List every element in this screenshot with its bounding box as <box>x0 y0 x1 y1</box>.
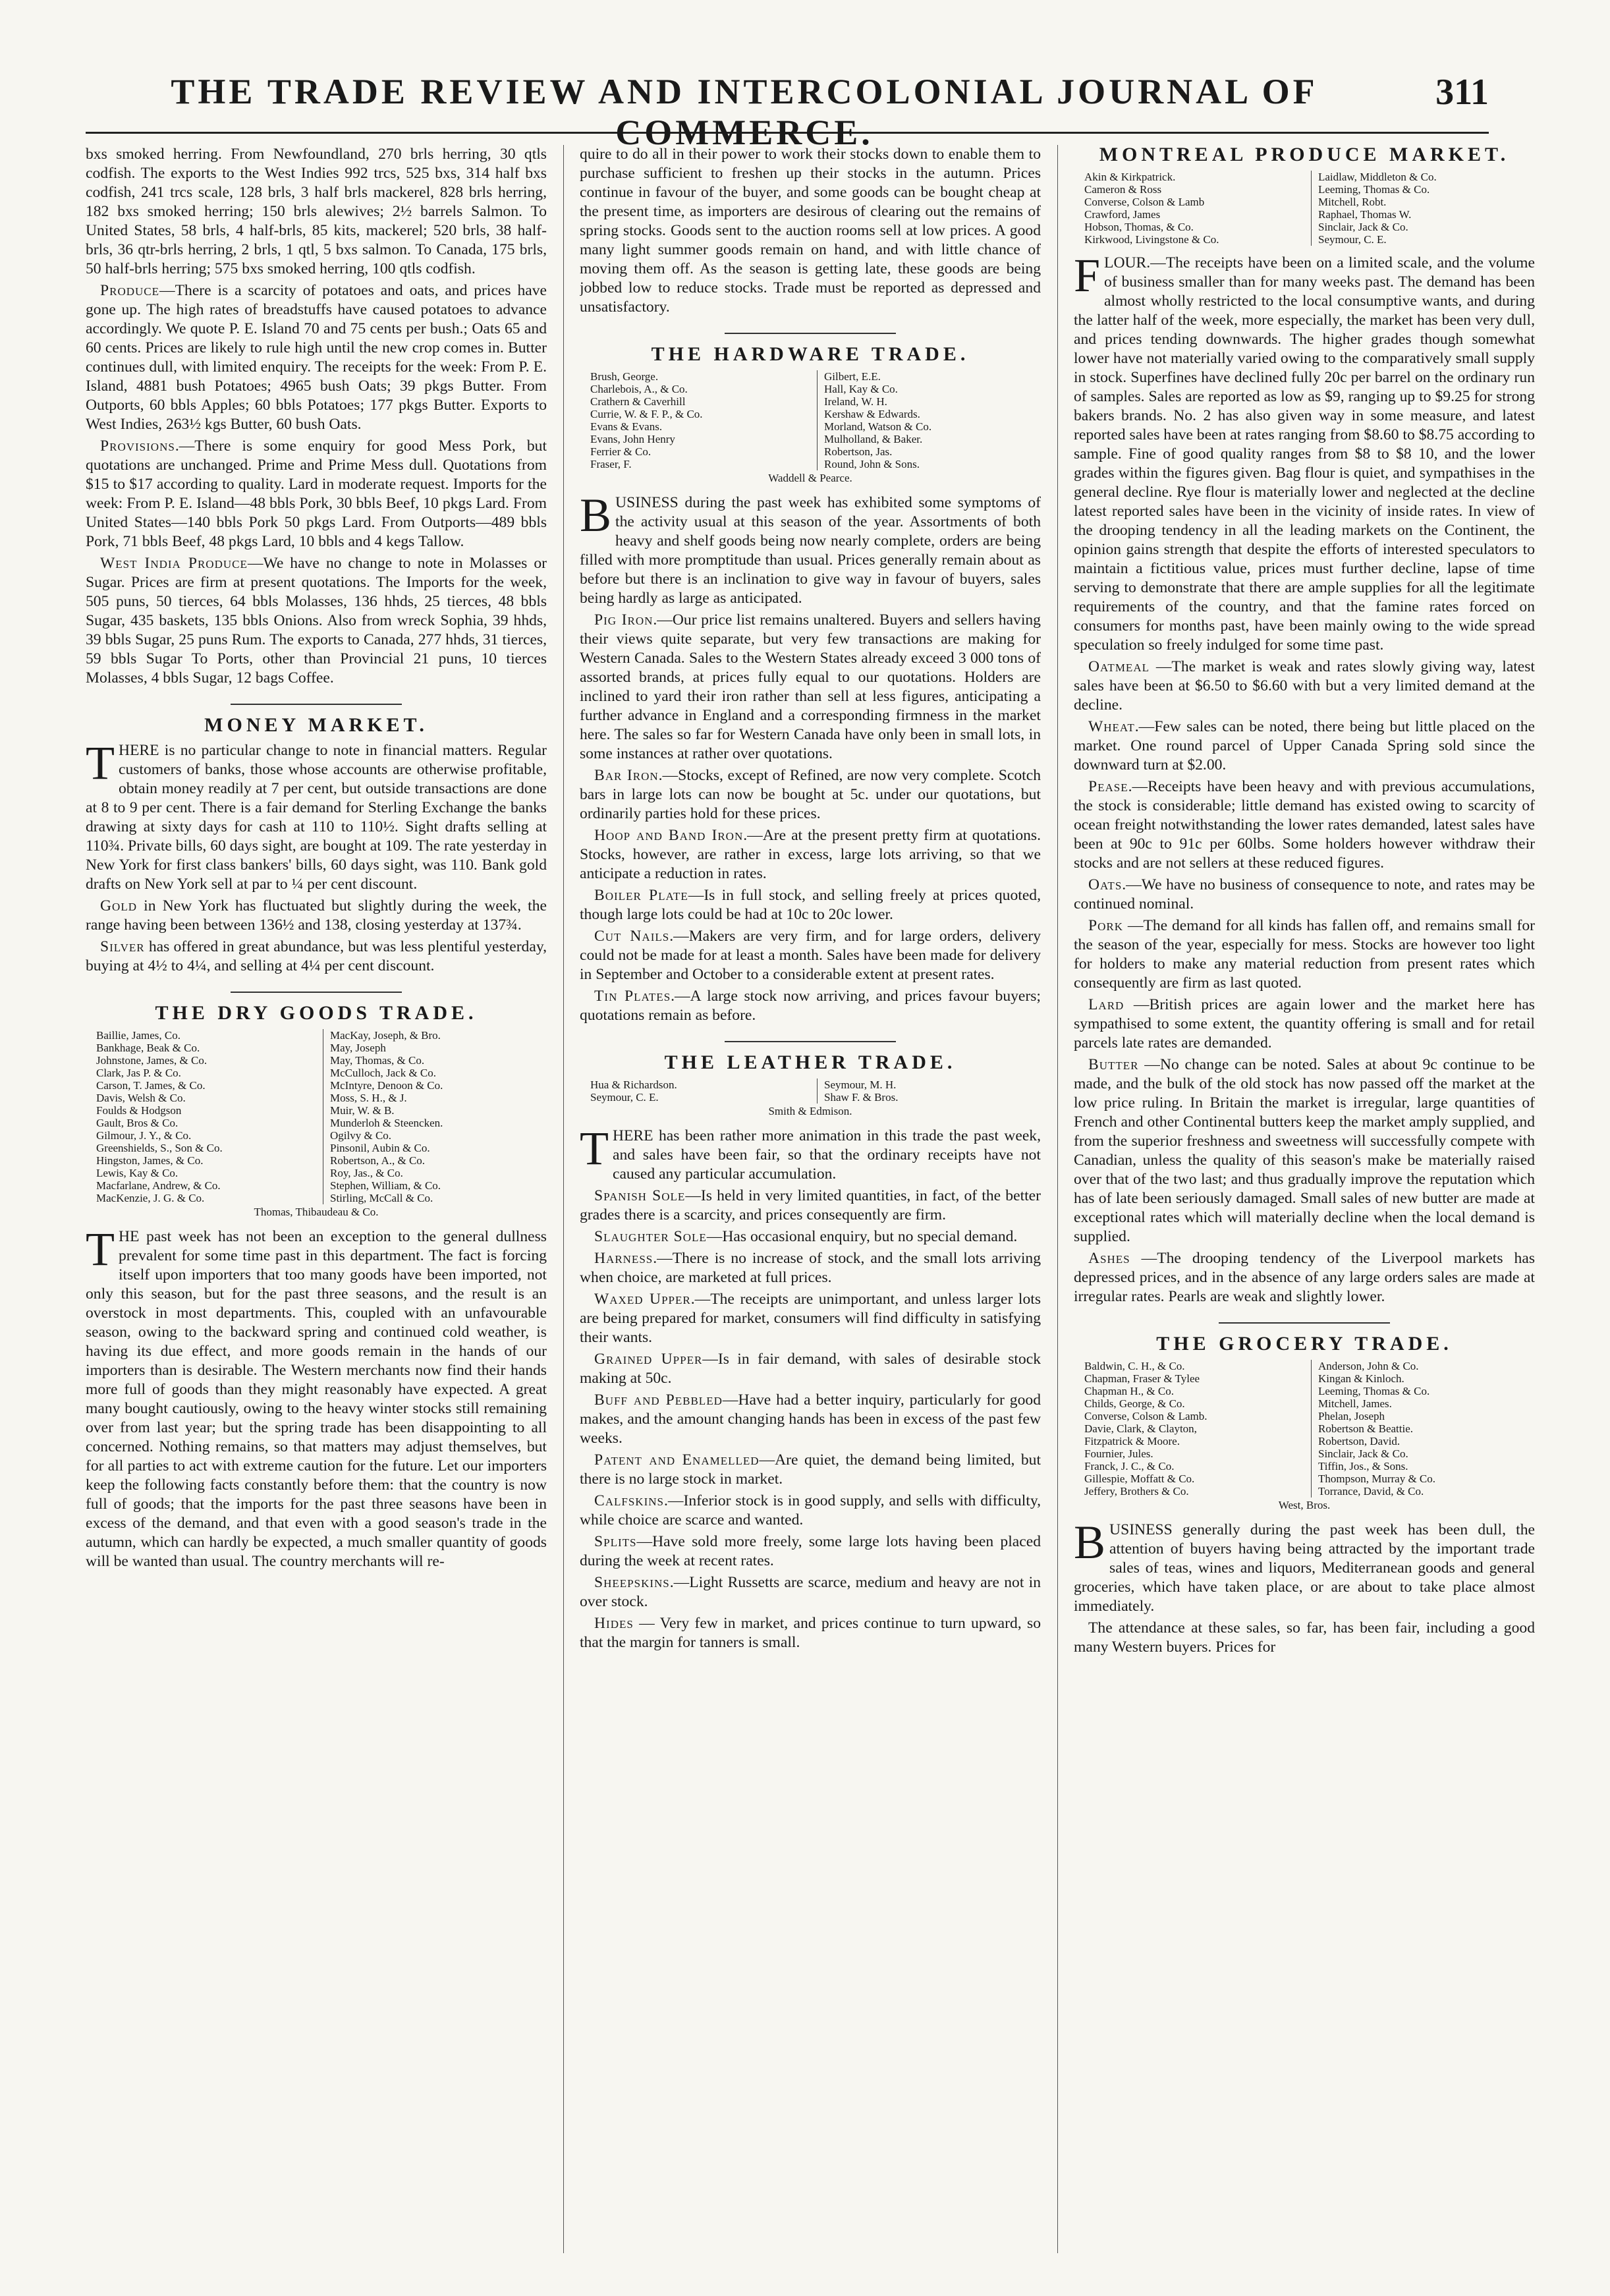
hoop-iron-head: Hoop and Band Iron <box>594 827 744 844</box>
firm-name: Seymour, C. E. <box>590 1091 659 1104</box>
firm-name: Pinsonil, Aubin & Co. <box>323 1142 536 1154</box>
provisions-head: Provisions <box>100 437 175 455</box>
section-rule <box>231 704 402 705</box>
firm-name: Smith & Edmison. <box>768 1105 852 1117</box>
harness-head: Harness <box>594 1250 653 1267</box>
west-india-head: West India Produce <box>100 555 248 572</box>
firm-name: Baldwin, C. H., & Co. <box>1084 1360 1185 1372</box>
calfskins-head: Calfskins <box>594 1492 664 1509</box>
drop-cap: B <box>580 489 612 542</box>
firm-name: Evans, John Henry <box>590 433 675 445</box>
firm-name: Seymour, M. H. <box>817 1078 1030 1091</box>
butter-paragraph: Butter —No change can be noted. Sales at about 9c continue to be made, and the bulk of the old stock has now passed off the market at the low price ruling. In Britain the market is irregular, large quantities of French and other Continental butters keep the market amply supplied, and from the superior freshness and sweetness will successfully compete with Canadian, unless the quality of this season's make be materially raised over that of the two last; and thus gradually improve the reputation which has of late been seriously damaged. Small sales of new butter are made at exceptional rates which will materially decline when the local demand is supplied. <box>1074 1056 1535 1245</box>
firm-name: Morland, Watson & Co. <box>817 420 1030 433</box>
firm-name: Shaw F. & Bros. <box>817 1091 1030 1104</box>
grocery-firms <box>1084 1360 1524 1498</box>
gold-head: Gold <box>100 897 137 914</box>
pork-head: Pork <box>1088 917 1124 934</box>
firm-name: MacKenzie, J. G. & Co. <box>96 1192 205 1204</box>
drop-cap: B <box>1074 1516 1106 1569</box>
firm-name: Leeming, Thomas & Co. <box>1311 183 1524 196</box>
firm-name: Clark, Jas P. & Co. <box>96 1067 181 1079</box>
bar-iron-paragraph: Bar Iron.—Stocks, except of Refined, are now very complete. Scotch bars in large lots can now be bought at 5c. under our quotations, but ordinarily parties hold for these prices. <box>580 767 1041 822</box>
drop-cap: T <box>86 1223 115 1275</box>
firm-name: Robertson, David. <box>1311 1435 1524 1447</box>
buff-pebbled-head: Buff and Pebbled <box>594 1391 723 1409</box>
firm-name: Stephen, William, & Co. <box>323 1179 536 1192</box>
firm-name: Lewis, Kay & Co. <box>96 1167 179 1179</box>
firm-name: Chapman, Fraser & Tylee <box>1084 1372 1200 1385</box>
grocery-heading: THE GROCERY TRADE. <box>1156 1333 1453 1355</box>
section-rule <box>725 333 896 334</box>
boiler-plate-head: Boiler Plate <box>594 887 688 904</box>
slaughter-sole-paragraph: Slaughter Sole—Has occasional enquiry, but no special demand. <box>594 1228 1018 1245</box>
column-divider <box>1057 145 1058 2253</box>
oats-head: Oats <box>1088 876 1123 893</box>
hides-head: Hides <box>594 1615 634 1632</box>
leather-heading: THE LEATHER TRADE. <box>664 1051 957 1073</box>
hardware-paragraph: BUSINESS during the past week has exhibited some symptoms of the activity usual at this season of the year. Assortments of both heavy and shelf goods being now nearly complete, orders are being filled with more promptitude than usual. Prices generally remain about as before but there is an inclination to give way in favour of buyers, sales being hardly as large as anticipated. <box>580 489 1041 607</box>
firm-name: Laidlaw, Middleton & Co. <box>1311 171 1524 183</box>
firm-name: Mitchell, Robt. <box>1311 196 1524 208</box>
firm-name: Anderson, John & Co. <box>1311 1360 1524 1372</box>
firm-name: Robertson, A., & Co. <box>323 1154 536 1167</box>
wheat-paragraph: Wheat.—Few sales can be noted, there being but little placed on the market. One round parcel of Upper Canada Spring sold since the downward turn at $2.00. <box>1074 718 1535 773</box>
firm-name: Mulholland, & Baker. <box>817 433 1030 445</box>
harness-paragraph: Harness.—There is no increase of stock, and the small lots arriving when choice, are marketed at full prices. <box>580 1250 1041 1286</box>
dry-goods-firms <box>96 1029 536 1204</box>
firm-name: Munderloh & Steencken. <box>323 1117 536 1129</box>
drop-cap: T <box>580 1122 609 1175</box>
calfskins-paragraph: Calfskins.—Inferior stock is in good supply, and sells with difficulty, while choice are scarce and wanted. <box>580 1492 1041 1528</box>
firm-name: May, Joseph <box>323 1042 536 1054</box>
oats-paragraph: Oats.—We have no business of consequence to note, and rates may be continued nominal. <box>1074 876 1535 912</box>
firm-name: West, Bros. <box>1278 1499 1331 1511</box>
firm-name: Waddell & Pearce. <box>768 472 852 484</box>
firm-name: Muir, W. & B. <box>323 1104 536 1117</box>
firm-name: MacKay, Joseph, & Bro. <box>323 1029 536 1042</box>
hardware-heading: THE HARDWARE TRADE. <box>651 343 970 365</box>
column-middle <box>580 145 1041 2253</box>
pig-iron-paragraph: Pig Iron.—Our price list remains unaltered. Buyers and sellers having their views quite separate, but very few transactions are making for Western Canada. Sales to the Western States already exceed 3 000 tons of assorted brands, at prices fully equal to our quotations. Holders are inclined to yard their iron rather than sell at less figures, anticipating a further advance in England and a corresponding firmness in the market here. The sales so far for Western Canada have only been in small lots, in some instances at rather over quotations. <box>580 611 1041 762</box>
gold-paragraph: Gold in New York has fluctuated but slightly during the week, the range having been between 136½ and 138, closing yesterday at 137¾. <box>86 897 547 934</box>
money-market-heading: MONEY MARKET. <box>204 714 428 736</box>
lard-paragraph: Lard —British prices are again lower and the market here has sympathised to some extent, the quantity offering is small and for retail parcels late rates are demanded. <box>1074 996 1535 1051</box>
slaughter-sole-head: Slaughter Sole <box>594 1228 707 1245</box>
montreal-produce-heading: MONTREAL PRODUCE MARKET. <box>1099 145 1510 165</box>
hides-paragraph: Hides — Very few in market, and prices continue to turn upward, so that the margin for tanners is small. <box>580 1615 1041 1651</box>
ashes-paragraph: Ashes —The drooping tendency of the Liverpool markets has depressed prices, and in the absence of any large orders sales are made at irregular rates. Pearls are weak and slightly lower. <box>1074 1250 1535 1305</box>
dry-goods-paragraph: THE past week has not been an exception to the general dullness prevalent for some time past in this department. The fact is forcing itself upon importers that too many goods have been imported, not only this season, but for the past three seasons, and the result is an overstock in most departments. This, coupled with an unfavourable season, owing to the backward spring and continued cold weather, is having its due effect, and more goods remain in the hands of our importers than is desirable. The Western merchants now find their hands more full of goods than they might reasonably have expected. A great many bought cautiously, owing to the heavy winter stocks still remaining over from last year; but the spring trade has been disappointing to all concerned. Nothing remains, so that matters may adjust themselves, but for all parties to act with extreme caution for the future. Let our importers keep the following facts constantly before them: that the country is now full of goods; that the imports for the past three seasons have been in excess of the demand, and that even with a good season's trade in the autumn, which can hardly be expected, a much smaller quantity of goods will be wanted than usual. The country merchants will re- <box>86 1223 547 1570</box>
firm-name: Hobson, Thomas, & Co. <box>1084 221 1194 233</box>
dry-goods-continued: quire to do all in their power to work their stocks down to enable them to purchase sufficient to freshen up their stocks in the autumn. Prices continue in favour of the buyer, and some goods can be bought cheap at the present time, as importers are desirous of clearing out the remains of spring stocks. Goods sent to the auction rooms sell at low prices. A good many light summer goods remain on hand, and with little chance of moving them off. As the season is getting late, these goods are being jobbed low to reduce stocks. Trade must be reported as depressed and unsatisfactory. <box>580 146 1041 316</box>
column-divider <box>563 145 564 2253</box>
flour-paragraph: FLOUR.—The receipts have been on a limited scale, and the volume of business smaller than for many weeks past. The demand has been almost wholly restricted to the local consumptive wants, and during the latter half of the week, more especially, the market has been very dull, and prices tending downwards. The higher grades though somewhat lower have not materially varied owing to the comparatively small supply in stock. Superfines have declined fully 20c per barrel on the ordinary run of samples. Sales are reported as low as $9, ranging up to $9.25 for strong bakers brands. No. 2 has also given way in some measure, and latest reported sales have been at rates ranging from $8.60 to $8.75 according to sample. Fine of good quality ranges from $8 to $8 10, and the lower grades within the figures given. Bag flour is quiet, and sympathises in the general decline. Rye flour is materially lower and neglected at the decline latest reported sales have been in the vicinity of inside rates. In view of the drooping tendency in all the leading markets on the Continent, the opinion gains strength that despite the efforts of interested speculators to maintain a fictitious value, prices must further decline, lapse of time serving to demonstrate that there are ample supplies for all the legitimate requirements of the country, and that the famine rates forced on consumers for months past, have been mainly owing to the wide spread speculation so freely indulged for some time past. <box>1074 249 1535 654</box>
lard-head: Lard <box>1088 996 1124 1013</box>
splits-head: Splits <box>594 1533 637 1550</box>
oatmeal-head: Oatmeal <box>1088 658 1150 675</box>
firm-name: Bankhage, Beak & Co. <box>96 1042 200 1054</box>
firm-name: Baillie, James, Co. <box>96 1029 180 1042</box>
waxed-upper-paragraph: Waxed Upper.—The receipts are unimportant, and unless larger lots are being prepared for market, consumers will find difficulty in satisfying their wants. <box>580 1291 1041 1346</box>
firm-name: Converse, Colson & Lamb <box>1084 196 1205 208</box>
patent-head: Patent and Enamelled <box>594 1451 760 1469</box>
firm-name: Raphael, Thomas W. <box>1311 208 1524 221</box>
firm-name: Round, John & Sons. <box>817 458 1030 470</box>
column-left <box>86 145 547 2253</box>
firm-name: Tiffin, Jos., & Sons. <box>1311 1460 1524 1472</box>
firm-name: Evans & Evans. <box>590 420 663 433</box>
firm-name: Robertson, Jas. <box>817 445 1030 458</box>
pork-paragraph: Pork —The demand for all kinds has fallen off, and remains small for the season of the year, especially for mess. Stocks are however too light for holders to make any material reduction from present rates which consequently are firm as last quoted. <box>1074 917 1535 992</box>
firm-name: Torrance, David, & Co. <box>1311 1485 1524 1498</box>
wheat-head: Wheat <box>1088 718 1135 735</box>
firm-name: Crawford, James <box>1084 208 1161 221</box>
firm-name: Fournier, Jules. <box>1084 1447 1153 1460</box>
firm-name: Ferrier & Co. <box>590 445 652 458</box>
firm-name: Stirling, McCall & Co. <box>323 1192 536 1204</box>
firm-name: Johnstone, James, & Co. <box>96 1054 208 1067</box>
firm-name: Hall, Kay & Co. <box>817 383 1030 395</box>
firm-name: Davie, Clark, & Clayton, <box>1084 1422 1197 1435</box>
journal-title: THE TRADE REVIEW AND INTERCOLONIAL JOURNAL OF COMMERCE. <box>171 72 1318 152</box>
pease-paragraph: Pease.—Receipts have been heavy and with previous accumulations, the stock is considerable; little demand has existed owing to scarcity of ocean freight notwithstanding the lower rates demanded, latest sales have been at 90c to 91c per 60lbs. Some holders however withdraw their stocks and are not sellers at these reduced figures. <box>1074 778 1535 872</box>
oatmeal-paragraph: Oatmeal —The market is weak and rates slowly giving way, latest sales have been at $6.50 to $6.60 with but a very limited demand at the decline. <box>1074 658 1535 714</box>
firm-name: Jeffery, Brothers & Co. <box>1084 1485 1189 1498</box>
tin-plates-paragraph: Tin Plates.—A large stock now arriving, and prices favour buyers; quotations remain as before. <box>580 988 1041 1024</box>
page-header <box>86 66 1489 152</box>
sheepskins-head: Sheepskins <box>594 1574 670 1591</box>
firm-name: Kingan & Kinloch. <box>1311 1372 1524 1385</box>
west-india-paragraph: West India Produce—We have no change to note in Molasses or Sugar. Prices are firm at present quotations. The Imports for the week, 505 puns, 50 tierces, 64 bbls Molasses, 136 hhds, 25 tierces, 48 bbls Sugar, 435 baskets, 135 bbls Onions. Also from wreck Sophia, 39 hhds, 39 bbls Sugar, 25 puns Rum. The exports to Canada, 277 hhds, 31 tierces, 59 bbls Sugar To Ports, other than Provincial 21 puns, 10 tierces Molasses, 4 bbls Sugar, 12 bags Coffee. <box>86 555 547 686</box>
provisions-paragraph: Provisions.—There is some enquiry for good Mess Pork, but quotations are unchanged. Prime and Prime Mess dull. Quotations from $15 to $17 according to quality. Lard in moderate request. Imports for the week: From P. E. Island—48 bbls Pork, 30 bbls Beef, 10 pkgs Lard. From United States—140 bbls Pork 50 pkgs Lard. From Outports—489 bbls Pork, 71 bbls Beef, 48 pkgs Lard, 10 bbls and 4 kegs Tallow. <box>86 437 547 550</box>
firm-name: Charlebois, A., & Co. <box>590 383 688 395</box>
firm-name: Kirkwood, Livingstone & Co. <box>1084 233 1219 246</box>
firm-name: Crathern & Caverhill <box>590 395 686 408</box>
grocery-paragraph-2: The attendance at these sales, so far, has been fair, including a good many Western buyers. Prices for <box>1074 1619 1535 1656</box>
firm-name: Moss, S. H., & J. <box>323 1092 536 1104</box>
firm-name: Sinclair, Jack & Co. <box>1311 221 1524 233</box>
grained-upper-paragraph: Grained Upper—Is in fair demand, with sales of desirable stock making at 50c. <box>580 1351 1041 1387</box>
pease-head: Pease <box>1088 778 1128 795</box>
firm-name: Foulds & Hodgson <box>96 1104 182 1117</box>
page-number: 311 <box>1435 72 1489 113</box>
silver-paragraph: Silver has offered in great abundance, but was less plentiful yesterday, buying at 4½ to 4¼, and selling at 4¼ per cent discount. <box>86 938 547 974</box>
hardware-firms <box>590 370 1030 470</box>
firm-name: Cameron & Ross <box>1084 183 1162 196</box>
firm-name: Gillespie, Moffatt & Co. <box>1084 1472 1195 1485</box>
grocery-paragraph: BUSINESS generally during the past week has been dull, the attention of buyers having being attracted by the important trade sales of teas, wines and liquors, Mediterranean goods and general groceries, which have taken place, or are about to take place almost immediately. <box>1074 1516 1535 1615</box>
grained-upper-head: Grained Upper <box>594 1351 703 1368</box>
leather-firms <box>590 1078 1030 1104</box>
firm-name: Franck, J. C., & Co. <box>1084 1460 1175 1472</box>
firm-name: May, Thomas, & Co. <box>323 1054 536 1067</box>
firm-name: McIntyre, Denoon & Co. <box>323 1079 536 1092</box>
tin-plates-head: Tin Plates <box>594 988 671 1005</box>
buff-pebbled-paragraph: Buff and Pebbled—Have had a better inquiry, particularly for good makes, and the amount changing hands has been in excess of the past few weeks. <box>580 1391 1041 1447</box>
splits-paragraph: Splits—Have sold more freely, some large lots having been placed during the week at recent rates. <box>580 1533 1041 1569</box>
dry-goods-heading: THE DRY GOODS TRADE. <box>155 1002 478 1024</box>
silver-head: Silver <box>100 938 145 955</box>
firm-name: Hingston, James, & Co. <box>96 1154 204 1167</box>
section-rule <box>231 992 402 993</box>
ashes-head: Ashes <box>1088 1250 1130 1267</box>
firm-name: Sinclair, Jack & Co. <box>1311 1447 1524 1460</box>
produce-firms <box>1084 171 1524 246</box>
column-right <box>1074 145 1535 2253</box>
firm-name: Carson, T. James, & Co. <box>96 1079 206 1092</box>
firm-name: Greenshields, S., Son & Co. <box>96 1142 223 1154</box>
firm-name: Hua & Richardson. <box>590 1078 677 1091</box>
butter-head: Butter <box>1088 1056 1139 1073</box>
firm-name: Currie, W. & F. P., & Co. <box>590 408 703 420</box>
firm-name: Converse, Colson & Lamb. <box>1084 1410 1208 1422</box>
firm-name: Phelan, Joseph <box>1311 1410 1524 1422</box>
firm-name: Ogilvy & Co. <box>323 1129 536 1142</box>
hoop-iron-paragraph: Hoop and Band Iron.—Are at the present pretty firm at quotations. Stocks, however, are rather in excess, large lots arriving, so that we anticipate a reduction in rates. <box>580 827 1041 882</box>
patent-paragraph: Patent and Enamelled—Are quiet, the demand being limited, but there is no large stock in market. <box>580 1451 1041 1488</box>
firm-name: Seymour, C. E. <box>1311 233 1524 246</box>
section-rule <box>725 1041 896 1042</box>
drop-cap: F <box>1074 249 1101 302</box>
firm-name: Chapman H., & Co. <box>1084 1385 1174 1397</box>
fish-report: bxs smoked herring. From Newfoundland, 270 brls herring, 30 qtls codfish. The exports to the West Indies 992 trcs, 525 bxs, 314 half bxs codfish, 241 trcs scale, 128 brls, 3 half brls mackerel, 828 brls herring, 182 bxs smoked herring; 150 brls alewives; 2½ barrels Salmon. To United States, 58 brls, 4 half-brls, 85 kits, mackerel; 520 brls, 38 half-brls, 36 qtr-brls herring, 2 brls, 1 qtl, 5 bxs salmon. To Canada, 175 brls, 50 half-brls herring; 575 bxs smoked herring, 100 qtls codfish. <box>86 146 547 277</box>
produce-head: Produce <box>100 282 160 299</box>
firm-name: Gilmour, J. Y., & Co. <box>96 1129 192 1142</box>
firm-name: Davis, Welsh & Co. <box>96 1092 186 1104</box>
firm-name: Thomas, Thibaudeau & Co. <box>254 1206 379 1218</box>
firm-name: Roy, Jas., & Co. <box>323 1167 536 1179</box>
firm-name: Kershaw & Edwards. <box>817 408 1030 420</box>
drop-cap: T <box>86 737 115 789</box>
spanish-sole-head: Spanish Sole <box>594 1187 686 1204</box>
firm-name: Gault, Bros & Co. <box>96 1117 179 1129</box>
firm-name: Robertson & Beattie. <box>1311 1422 1524 1435</box>
pig-iron-head: Pig Iron <box>594 611 653 629</box>
firm-name: Brush, George. <box>590 370 659 383</box>
sheepskins-paragraph: Sheepskins.—Light Russetts are scarce, medium and heavy are not in over stock. <box>580 1574 1041 1610</box>
firm-name: Thompson, Murray & Co. <box>1311 1472 1524 1485</box>
money-paragraph: THERE is no particular change to note in financial matters. Regular customers of banks, those whose accounts are otherwise profitable, obtain money readily at 7 per cent, but outside transactions are done at 8 to 9 per cent. There is a fair demand for Sterling Exchange the banks drawing at sixty days for cash at 110 to 110½. Sight drafts selling at 110¾. Private bills, 60 days sight, are bought at 109. The rate yesterday in New York for first class bankers' bills, 60 days sight, was 110. Bank gold drafts on New York sell at par to ¼ per cent discount. <box>86 737 547 893</box>
produce-paragraph: Produce—There is a scarcity of potatoes and oats, and prices have gone up. The high rates of breadstuffs have caused potatoes to advance accordingly. We quote P. E. Island 70 and 75 cents per bush.; Oats 65 and 60 cents. Prices are likely to rule high until the new crop comes in. Butter continues dull, with limited enquiry. The receipts for the week: From P. E. Island, 4881 bush Potatoes; 4965 bush Oats; 39 pkgs Butter. From Outports, 60 bbls Apples; 60 bbls Potatoes; 177 pkgs Butter. Exports to West Indies, 263½ kgs Butter, 60 bush Oats. <box>86 282 547 433</box>
firm-name: McCulloch, Jack & Co. <box>323 1067 536 1079</box>
spanish-sole-paragraph: Spanish Sole—Is held in very limited quantities, in fact, of the better grades there is a scarcity, and prices consequently are firm. <box>580 1187 1041 1223</box>
firm-name: Macfarlane, Andrew, & Co. <box>96 1179 221 1192</box>
cut-nails-head: Cut Nails <box>594 928 670 945</box>
waxed-upper-head: Waxed Upper <box>594 1291 691 1308</box>
cut-nails-paragraph: Cut Nails.—Makers are very firm, and for large orders, delivery could not be made for at least a month. Sales have been made for delivery in September and October to a considerable extent at present rates. <box>580 928 1041 983</box>
firm-name: Ireland, W. H. <box>817 395 1030 408</box>
firm-name: Fitzpatrick & Moore. <box>1084 1435 1180 1447</box>
firm-name: Gilbert, E.E. <box>817 370 1030 383</box>
leather-paragraph: THERE has been rather more animation in this trade the past week, and sales have been fair, so that the ordinary receipts have not caused any particular accumulation. <box>580 1122 1041 1183</box>
boiler-plate-paragraph: Boiler Plate—Is in full stock, and selling freely at prices quoted, though large lots could be had at 10c to 20c lower. <box>580 887 1041 923</box>
firm-name: Childs, George, & Co. <box>1084 1397 1185 1410</box>
firm-name: Leeming, Thomas & Co. <box>1311 1385 1524 1397</box>
firm-name: Mitchell, James. <box>1311 1397 1524 1410</box>
section-rule <box>1219 1322 1390 1324</box>
bar-iron-head: Bar Iron <box>594 767 659 784</box>
firm-name: Akin & Kirkpatrick. <box>1084 171 1176 183</box>
firm-name: Fraser, F. <box>590 458 632 470</box>
